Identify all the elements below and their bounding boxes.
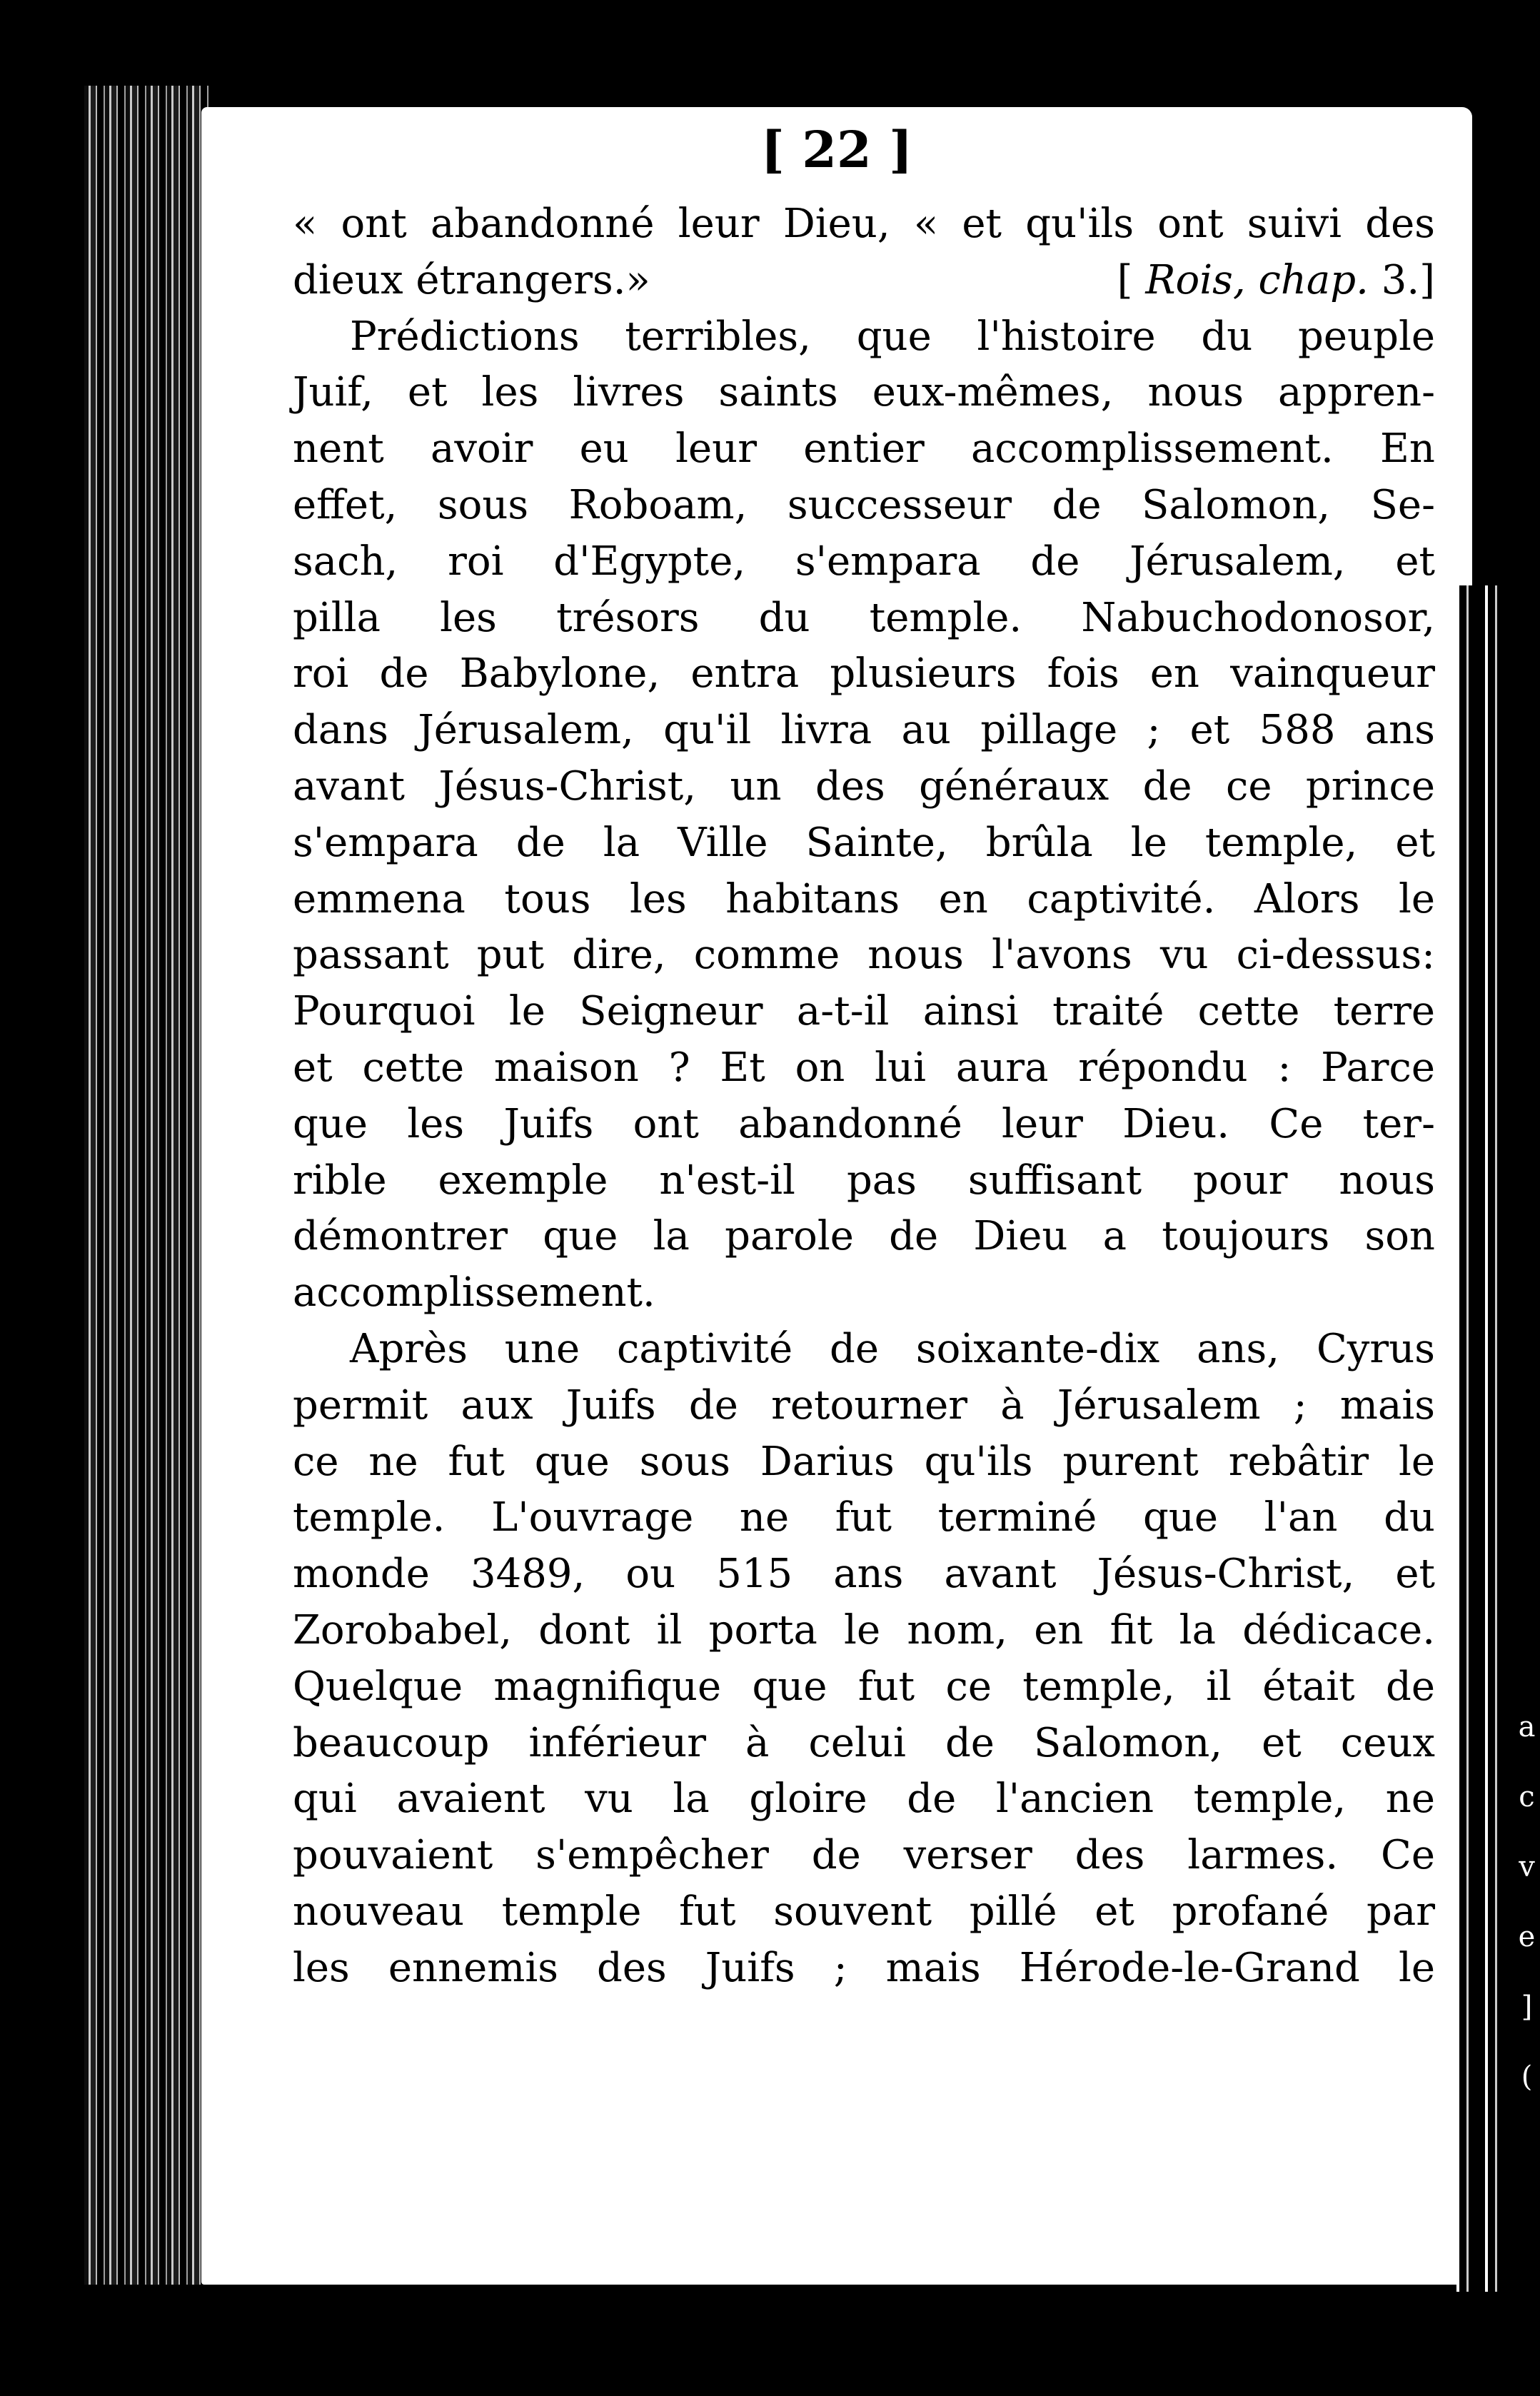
book-left-edge bbox=[84, 86, 209, 2285]
text-line: Juif, et les livres saints eux-mêmes, nous appren- bbox=[293, 369, 1435, 416]
text-line: permit aux Juifs de retourner à Jérusalem ; mais bbox=[293, 1381, 1435, 1429]
text-line: et cette maison ? Et on lui aura répondu : Parce bbox=[293, 1044, 1435, 1091]
text-line: monde 3489, ou 515 ans avant Jésus-Christ, et bbox=[293, 1551, 1435, 1598]
page-number: [ 22 ] bbox=[760, 120, 913, 179]
text-line: « ont abandonné leur Dieu, « et qu'ils ont suivi des bbox=[293, 201, 1435, 247]
side-letter: ] bbox=[1521, 1990, 1533, 2023]
paragraph-2 bbox=[293, 1322, 1435, 1997]
text-line: beaucoup inférieur à celui de Salomon, et ceux bbox=[293, 1719, 1435, 1766]
paragraph-1 bbox=[293, 309, 1435, 1322]
text-line: roi de Babylone, entra plusieurs fois en vainqueur bbox=[293, 650, 1435, 698]
body-text bbox=[293, 196, 1435, 1997]
text-line: temple. L'ouvrage ne fut terminé que l'an du bbox=[293, 1494, 1435, 1541]
text-line: Quelque magnifique que fut ce temple, il était de bbox=[293, 1663, 1435, 1710]
text-line: dans Jérusalem, qu'il livra au pillage ; et 588 ans bbox=[293, 707, 1435, 754]
side-letter: c bbox=[1519, 1781, 1535, 1813]
text-line: que les Juifs ont abandonné leur Dieu. Ce ter- bbox=[293, 1100, 1435, 1147]
text-line: Prédictions terribles, que l'histoire du peuple bbox=[350, 313, 1435, 360]
text-line: rible exemple n'est-il pas suffisant pour nous bbox=[293, 1157, 1435, 1204]
text-line: les ennemis des Juifs ; mais Hérode-le-Grand le bbox=[293, 1944, 1435, 1991]
book-right-edge bbox=[1456, 585, 1514, 2292]
text-line: nouveau temple fut souvent pillé et profané par bbox=[293, 1888, 1435, 1935]
text-line: démontrer que la parole de Dieu a toujours son bbox=[293, 1213, 1435, 1260]
text-line: qui avaient vu la gloire de l'ancien temple, ne bbox=[293, 1776, 1435, 1823]
text-line: accomplissement. bbox=[293, 1269, 655, 1317]
text-line: pouvaient s'empêcher de verser des larmes. Ce bbox=[293, 1832, 1435, 1879]
side-letter: a bbox=[1518, 1711, 1536, 1743]
text-line: Pourquoi le Seigneur a-t-il ainsi traité cette terre bbox=[293, 988, 1435, 1035]
text-fragment: dieux étrangers.» bbox=[293, 256, 650, 303]
text-line-with-reference bbox=[293, 253, 1435, 309]
side-letter: e bbox=[1518, 1921, 1536, 1953]
side-letter: v bbox=[1519, 1851, 1535, 1883]
text-line: Zorobabel, dont il porta le nom, en fit la dédicace. bbox=[293, 1606, 1435, 1653]
text-line: nent avoir eu leur entier accomplissement. En bbox=[293, 426, 1435, 473]
text-line: sach, roi d'Egypte, s'empara de Jérusalem, et bbox=[293, 538, 1435, 585]
text-line: avant Jésus-Christ, un des généraux de ce prince bbox=[293, 762, 1435, 810]
text-line: effet, sous Roboam, successeur de Salomon, Se- bbox=[293, 481, 1435, 528]
scripture-reference: [ Rois, chap. 3.] bbox=[1117, 256, 1435, 303]
side-letter: ( bbox=[1521, 2060, 1533, 2093]
text-line: pilla les trésors du temple. Nabuchodonosor, bbox=[293, 594, 1435, 641]
text-line: passant put dire, comme nous l'avons vu ci-dessus: bbox=[293, 932, 1435, 979]
text-line: Après une captivité de soixante-dix ans, Cyrus bbox=[350, 1325, 1435, 1372]
text-line: s'empara de la Ville Sainte, brûla le temple, et bbox=[293, 819, 1435, 866]
next-page-letters bbox=[1514, 1692, 1540, 2112]
text-line: ce ne fut que sous Darius qu'ils purent rebâtir le bbox=[293, 1438, 1435, 1485]
text-line: emmena tous les habitans en captivité. Alors le bbox=[293, 875, 1435, 922]
